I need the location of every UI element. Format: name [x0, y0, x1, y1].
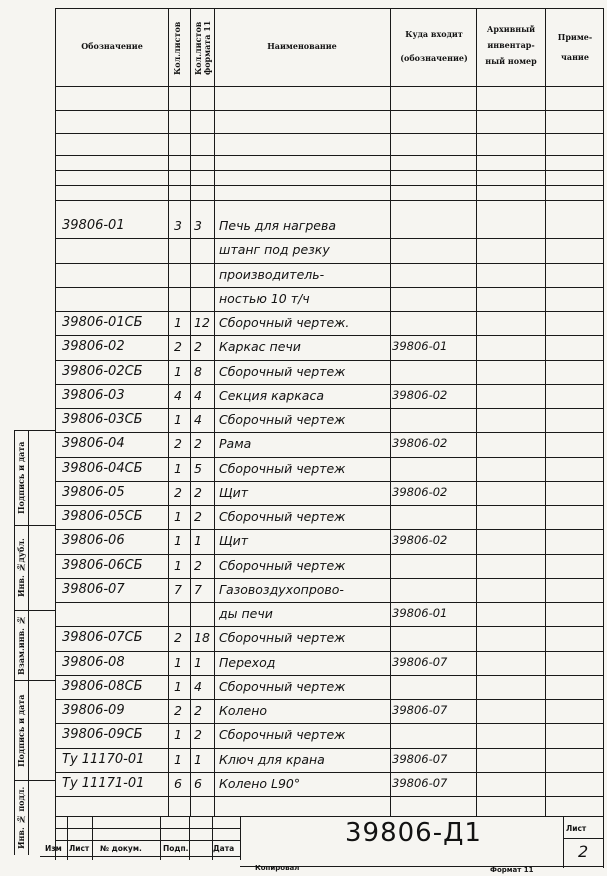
side-sign-date-1: Подпись и дата	[16, 694, 26, 768]
cell-sheets-format: 2	[194, 557, 202, 573]
frame-left-border	[55, 8, 56, 860]
cell-designation: 39806-02СБ	[62, 363, 143, 379]
side-stamp-div-1	[14, 525, 55, 526]
cell-name: Каркас печи	[219, 339, 301, 355]
cell-name: Щит	[219, 484, 249, 500]
cell-name: Рама	[219, 436, 252, 452]
cell-designation: 39806-09СБ	[62, 727, 143, 743]
cell-designation: 39806-06	[62, 533, 125, 549]
cell-name: Сборочный чертеж	[219, 727, 346, 743]
cell-name: Сборочный чертеж	[219, 509, 346, 524]
cell-sheets-format: 18	[194, 630, 210, 646]
side-stamp-top	[14, 430, 55, 431]
tb-sheet-col	[563, 816, 564, 868]
col-divider-1	[168, 8, 169, 816]
row-line	[55, 772, 603, 773]
cell-sheets-format: 4	[194, 678, 202, 694]
cell-designation: 39806-04	[62, 436, 125, 452]
title-block-row-2	[55, 840, 241, 841]
title-block-top	[55, 816, 603, 817]
cell-designation: 39806-02	[62, 339, 125, 355]
row-line	[55, 238, 603, 239]
cell-where: 39806-07	[392, 654, 448, 669]
footer-list: Лист	[69, 844, 90, 853]
cell-sheets: 1	[174, 751, 182, 767]
cell-name: Щит	[219, 533, 249, 549]
cell-name: Секция каркаса	[219, 387, 324, 403]
cell-sheets: 1	[174, 315, 182, 330]
title-block-bottom	[40, 856, 240, 857]
cell-name: Сборочный чертеж	[219, 412, 346, 427]
row-line	[55, 311, 603, 312]
footer-sheet-number: 2	[578, 842, 589, 861]
cell-designation: 39806-08СБ	[62, 678, 143, 694]
row-line	[55, 170, 603, 171]
row-line	[55, 651, 603, 652]
cell-designation: 39806-05	[62, 484, 125, 500]
cell-sheets: 6	[174, 775, 182, 791]
document-code: 39806-Д1	[345, 818, 482, 848]
col-divider-4	[390, 8, 391, 816]
side-sign-date-2: Подпись и дата	[16, 441, 26, 515]
side-stamp-div-3	[14, 680, 55, 681]
cell-sheets-format: 1	[194, 654, 202, 670]
cell-name: Переход	[219, 654, 276, 670]
row-line	[55, 155, 603, 156]
footer-sheet-label: Лист	[566, 824, 587, 833]
row-line	[55, 602, 603, 603]
cell-name: Сборочный чертеж.	[219, 315, 350, 330]
col-divider-6	[545, 8, 546, 816]
cell-sheets-format: 4	[194, 387, 202, 403]
cell-sheets-format: 2	[194, 484, 202, 500]
cell-sheets-format: 2	[194, 727, 202, 743]
tb-col-6	[240, 816, 241, 860]
footer-sign: Подп.	[163, 844, 189, 853]
footer-date: Дата	[213, 844, 235, 853]
cell-where: 39806-01	[392, 339, 448, 354]
side-stamp-border-mid	[28, 430, 29, 855]
cell-sheets: 1	[174, 557, 182, 573]
cell-sheets: 7	[174, 581, 182, 597]
cell-sheets-format: 2	[194, 703, 202, 718]
cell-where: 39806-02	[392, 484, 448, 499]
cell-sheets: 1	[174, 460, 182, 476]
cell-name: Сборочный чертеж	[219, 363, 346, 379]
tb-col-5	[212, 816, 213, 860]
cell-sheets: 2	[174, 703, 182, 718]
row-line	[55, 360, 603, 361]
tb-col-4	[189, 816, 190, 860]
cell-sheets: 2	[174, 484, 182, 500]
cell-designation: 39806-04СБ	[62, 460, 143, 476]
row-line	[55, 748, 603, 749]
row-line	[55, 505, 603, 506]
cell-where: 39806-07	[392, 751, 448, 766]
cell-sheets-format: 2	[194, 436, 202, 452]
cell-where: 39806-02	[392, 533, 448, 548]
cell-name: Печь для нагрева	[219, 218, 336, 233]
cell-name: Сборочный чертеж	[219, 557, 346, 573]
cell-designation: 39806-08	[62, 654, 125, 670]
header-notes-1: Приме-	[557, 32, 593, 42]
cell-sheets: 2	[174, 436, 182, 452]
row-line	[55, 384, 603, 385]
row-line	[55, 287, 603, 288]
row-line	[55, 200, 603, 201]
cell-sheets: 3	[174, 218, 182, 233]
cell-designation: 39806-01	[62, 218, 125, 233]
header-name: Наименование	[267, 41, 337, 51]
cell-sheets: 1	[174, 654, 182, 670]
cell-sheets-format: 5	[194, 460, 202, 476]
tb-col-1	[67, 816, 68, 860]
cell-where: 39806-07	[392, 775, 448, 790]
row-line	[55, 554, 603, 555]
footer-doc-no: № докум.	[100, 844, 142, 853]
col-divider-2	[190, 8, 191, 816]
row-line	[55, 481, 603, 482]
cell-designation: 39806-07	[62, 581, 125, 597]
header-archive-3: ный номер	[485, 56, 537, 66]
cell-sheets: 2	[174, 630, 182, 646]
cell-sheets-format: 2	[194, 509, 202, 524]
cell-name: Колено	[219, 703, 268, 718]
tb-sheet-row	[563, 838, 603, 839]
title-block-row-1	[55, 828, 241, 829]
cell-designation: 39806-09	[62, 703, 125, 718]
cell-sheets: 1	[174, 412, 182, 427]
cell-designation: 39806-03	[62, 387, 125, 403]
cell-where: 39806-02	[392, 387, 448, 402]
cell-sheets-format: 7	[194, 581, 202, 597]
side-replaces: Взам.инв. №	[16, 615, 26, 675]
side-stamp-div-4	[14, 780, 55, 781]
cell-designation: Ту 11170-01	[62, 751, 145, 767]
row-line	[55, 263, 603, 264]
cell-where: 39806-01	[392, 606, 448, 620]
cell-sheets: 1	[174, 678, 182, 694]
cell-sheets-format: 4	[194, 412, 202, 427]
footer-format: Формат 11	[490, 866, 534, 874]
cell-sheets-format: 6	[194, 775, 202, 791]
cell-designation: Ту 11171-01	[62, 775, 145, 791]
cell-where: 39806-02	[392, 436, 448, 451]
col-divider-5	[476, 8, 477, 816]
cell-sheets-format: 3	[194, 218, 202, 233]
cell-sheets: 1	[174, 509, 182, 524]
cell-sheets-format: 1	[194, 751, 202, 767]
cell-name: ностью 10 т/ч	[219, 290, 310, 306]
header-where-used-1: Куда входит	[405, 29, 463, 39]
cell-designation: 39806-05СБ	[62, 509, 143, 524]
row-line	[55, 408, 603, 409]
header-designation: Обозначение	[81, 41, 143, 51]
header-where-used-2: (обозначение)	[400, 53, 468, 63]
row-line	[55, 529, 603, 530]
row-line	[55, 335, 603, 336]
cell-name: штанг под резку	[219, 242, 330, 258]
cell-sheets: 1	[174, 363, 182, 379]
footer-copied: Копировал	[255, 864, 300, 872]
header-sheets-format: Кол.листов формата 11	[193, 20, 212, 76]
cell-name: Колено L90°	[219, 775, 301, 791]
side-stamp-div-2	[14, 610, 55, 611]
cell-sheets-format: 2	[194, 339, 202, 355]
header-notes-2: чание	[561, 52, 589, 62]
row-line	[55, 457, 603, 458]
cell-name: Газовоздухопрово-	[219, 581, 344, 597]
header-sheets: Кол.листов	[172, 21, 182, 75]
cell-name: Ключ для крана	[219, 751, 325, 767]
frame-right-border	[603, 8, 604, 868]
cell-designation: 39806-01СБ	[62, 315, 143, 330]
header-bottom-line	[55, 86, 603, 87]
row-line	[55, 110, 603, 111]
cell-sheets-format: 12	[194, 315, 210, 330]
row-line	[55, 432, 603, 433]
cell-sheets: 1	[174, 727, 182, 743]
row-line	[55, 578, 603, 579]
cell-designation: 39806-03СБ	[62, 412, 143, 427]
row-line	[55, 796, 603, 797]
frame-top-border	[55, 8, 604, 9]
col-divider-3	[214, 8, 215, 816]
footer-izm: Изм	[45, 844, 62, 853]
row-line	[55, 185, 603, 186]
cell-sheets-format: 1	[194, 533, 202, 549]
row-line	[55, 723, 603, 724]
cell-name: Сборочный чертеж	[219, 678, 346, 694]
cell-name: производитель-	[219, 266, 325, 282]
cell-name: Сборочный чертеж	[219, 460, 346, 476]
cell-where: 39806-07	[392, 703, 448, 717]
cell-name: ды печи	[219, 606, 273, 621]
side-stamp-border-left	[14, 430, 15, 855]
row-line	[55, 699, 603, 700]
cell-sheets: 4	[174, 387, 182, 403]
cell-designation: 39806-07СБ	[62, 630, 143, 646]
cell-name: Сборочный чертеж	[219, 630, 346, 646]
row-line	[55, 133, 603, 134]
side-inv-dup: Инв. №дубл.	[16, 538, 26, 598]
cell-sheets: 2	[174, 339, 182, 355]
header-archive-2: инвентар-	[487, 40, 535, 50]
tb-col-2	[92, 816, 93, 860]
side-inv-orig: Инв. № подл.	[16, 786, 26, 850]
header-archive-1: Архивный	[486, 24, 536, 34]
cell-designation: 39806-06СБ	[62, 557, 143, 573]
cell-sheets-format: 8	[194, 363, 202, 379]
row-line	[55, 626, 603, 627]
tb-col-3	[160, 816, 161, 860]
row-line	[55, 675, 603, 676]
cell-sheets: 1	[174, 533, 182, 549]
